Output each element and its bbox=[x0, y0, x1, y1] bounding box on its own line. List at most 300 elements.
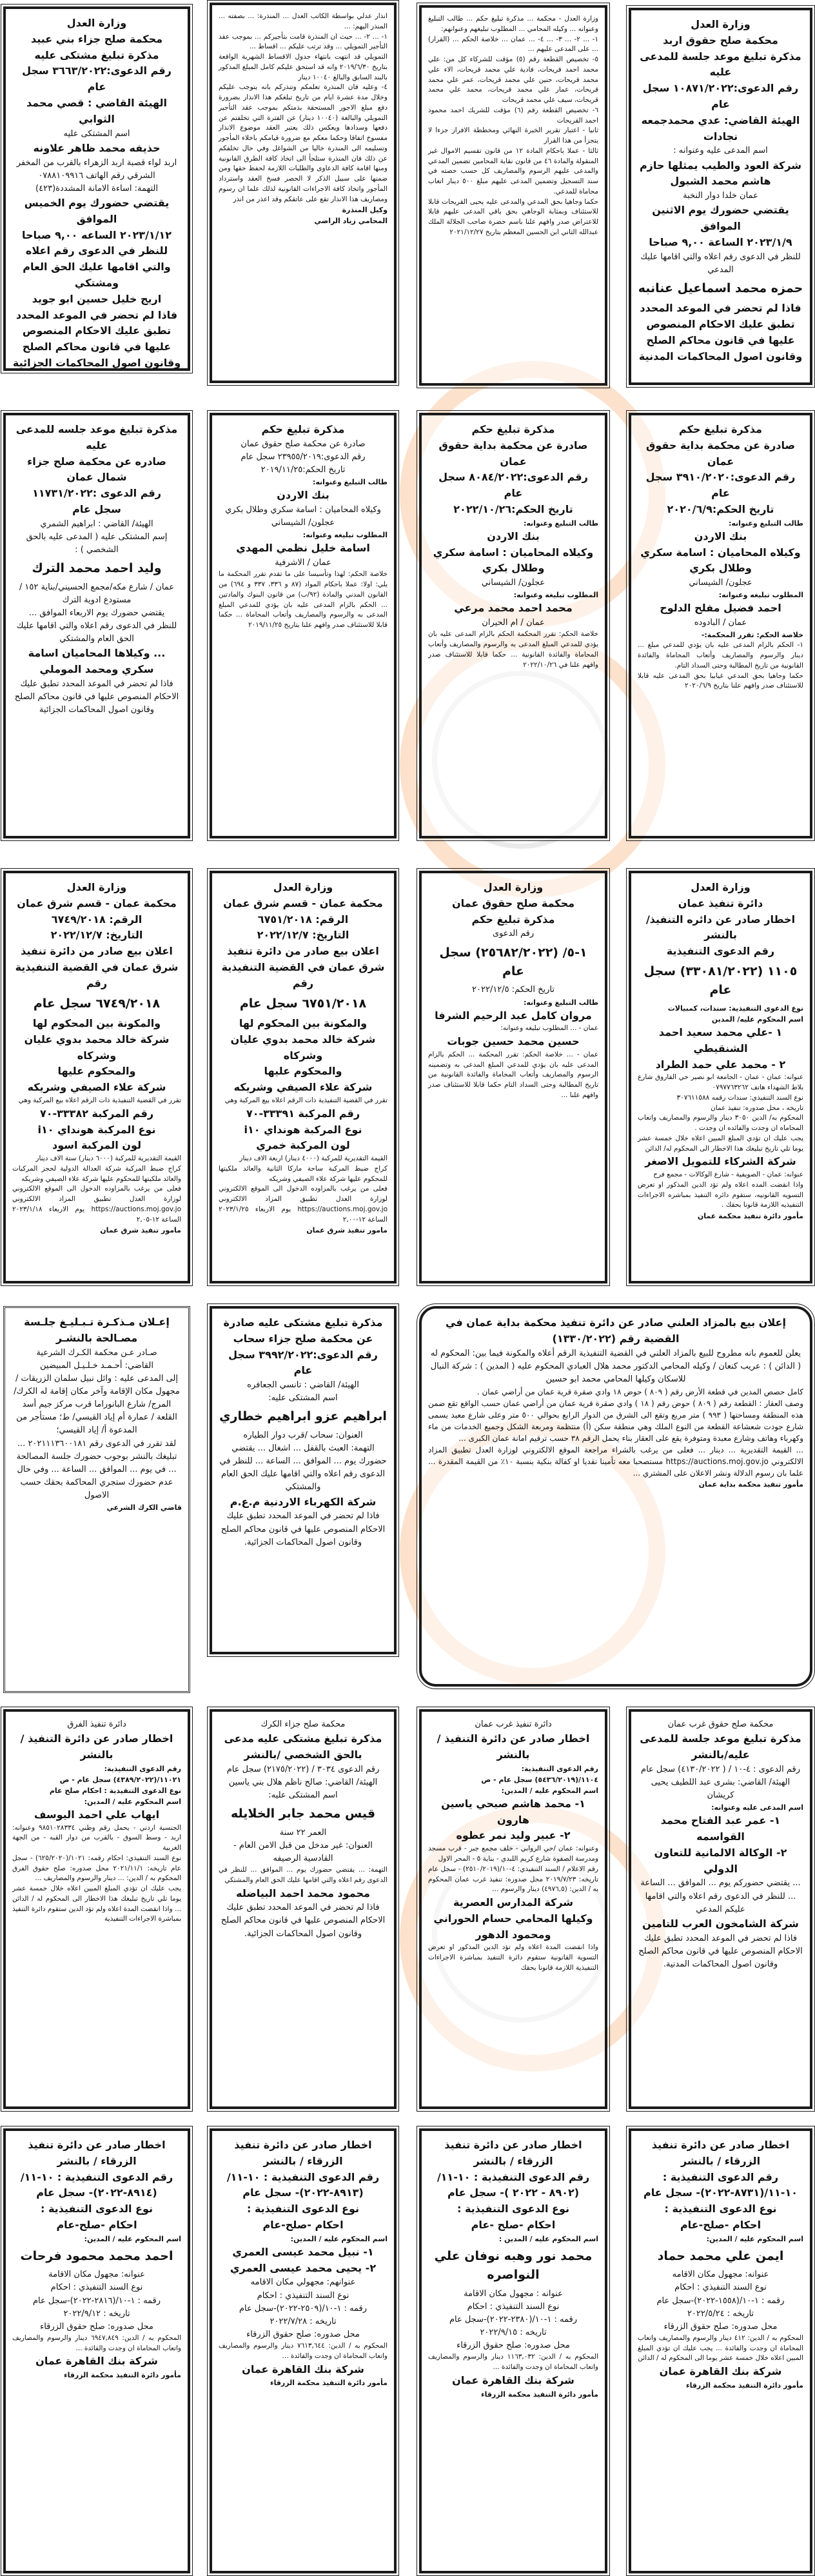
notice-heading: رقم الدعوى التنفيذية : bbox=[662, 2170, 779, 2183]
notice-heading: حذيفه محمد ظاهر علاونه bbox=[33, 141, 161, 154]
notice-heading: الرقم: ٦٧٥١/٢٠١٨ bbox=[257, 913, 349, 926]
notice-text: محل صدوره: صلح حقوق الزرقاء bbox=[246, 2329, 360, 2339]
notice-text: دائرة تنفيذ الفرق bbox=[67, 1719, 126, 1729]
notice-text: الهيئة/ القاضي: صالح ناظم هلال بني ياسين bbox=[228, 1777, 378, 1787]
legal-notice bbox=[629, 2128, 812, 2573]
notice-text: اسم المشتكى عليه bbox=[63, 128, 130, 139]
notice-text: فاذا لم تحضر في الموعد المحدد تطبق عليك الاحكام المنصوص عليها في قانون محاكم الصلح وقانون اصول المحاكمات الجزائية. bbox=[221, 1903, 386, 1939]
notice-heading: حسين محمد حسين جوبات bbox=[447, 1035, 580, 1048]
notice-text: ١١٠٤/(٥٤٣٦/٢٠١٩) سجل عام - ص bbox=[481, 1775, 598, 1784]
notice-heading: احكام -صلح -عام bbox=[471, 2218, 556, 2231]
notice-heading: محكمة صلح حقوق عمان bbox=[451, 897, 575, 909]
notice-heading: اسامة خليل نظمي المهدي bbox=[236, 542, 370, 555]
notice-heading: محمود محمد احمد البياضله bbox=[236, 1887, 370, 1899]
notice-text: طالب التبليغ وعنوانه: bbox=[523, 998, 598, 1007]
legal-notice bbox=[419, 413, 607, 838]
notice-text: التهمة: العبث بالقفل ... اشغال ... يقتضي حضورك يوم ... الموافق ... الساعة ... للنظر في الدعوى رقم اعلاه والتي اقامها عليك الحق العام والمشتكي bbox=[219, 1443, 387, 1492]
notice-text: طالب التبليغ وعنوانه: bbox=[728, 519, 803, 528]
notice-heading: تاريخ الحكم:٢٠٢٠/٦/٩ bbox=[667, 502, 774, 515]
notice-text: رقمه : ١-١٠/(٢٣٨٠-٢٠٢٢)-سجل عام bbox=[449, 2314, 578, 2324]
notice-text: فاذا لم تحضر في الموعد المحدد تطبق عليك الاحكام المنصوص عليها في قانون محاكم الصلح وقانون اصول المحاكمات المدنية. bbox=[638, 1933, 803, 1969]
notice-text: التهمة: اساءة الامانة المشددة(٤٢٣) bbox=[35, 183, 158, 193]
notice-heading: الرقم: ٦٧٤٩/٢٠١٨ bbox=[51, 913, 142, 926]
notice-heading: وزارة العدل bbox=[66, 17, 127, 29]
notice-heading: مذكرة تبليغ مشتكى عليه صادرة عن محكمة صلح جزاء سحاب bbox=[223, 1316, 383, 1345]
notice-text: نوع الدعوى التنفيذية: سندات، كمبيالات bbox=[667, 1004, 803, 1013]
notice-heading: شركة خالد محمد بدوي عليان وشركاه bbox=[230, 1033, 376, 1062]
notice-heading: ١٠-١١/(٨٧٣١-٢٠٢٢)- سجل عام bbox=[643, 2186, 798, 2199]
notice-text: المحكوم به / الدين: ٦٩٤٧,٨٤٩ دينار والرسوم والمصاريف واتعاب المحاماة ان وجدت والفائدة ... bbox=[12, 2333, 181, 2352]
notice-text: المطلوب تبليغه وعنوانه: bbox=[718, 591, 803, 600]
notice-text: تاريخه : ٢٠٢٢/٩/١٥ bbox=[480, 2328, 547, 2338]
notice-heading: ١- محمد هاشم صبحي ياسين هارون bbox=[441, 1797, 585, 1826]
notice-text: يجب عليك ان تؤدي المبلغ المبين اعلاه خلال خمسة عشر يوما تلي تاريخ تبليغك هذا الاخطار الى المحكوم له/ الدائن bbox=[638, 1134, 803, 1153]
notice-text: التهمة: ... يقتضي حضورك يوم ... الموافق ... للنظر في الدعوى رقم اعلاه والتي اقامها عليك الحق العام والمشتكي bbox=[219, 1866, 388, 1884]
notice-text: رقمه : ١-١٠/(١٥٥٨-٢٠٢٢)-سجل عام bbox=[656, 2295, 785, 2306]
notice-text: ١- الحكم بالزام المدعى عليه بان يؤدي للمدعي مبلغ ... دينار والرسوم والمصاريف وأتعاب المحاماة والفائدة القانونية من تاريخ المطالبة وحتى السداد التام. bbox=[638, 641, 803, 669]
notice-text: عنوانهم: مجهولي مكان الاقامه bbox=[250, 2277, 356, 2288]
notice-text: عمان / البادوده bbox=[694, 618, 747, 628]
notice-text: مأمور دائرة تنفيذ محكمة عمان bbox=[697, 1212, 803, 1221]
notice-text: تاريخ الحكم:٢٠١٩/١١/٢٥ bbox=[260, 465, 346, 475]
notice-text: ٦- تخصيص القطعة رقم (٦) مؤقت للشريك احمد محمود احمد القريحات bbox=[428, 106, 599, 124]
notice-text: نوع السند التنفيذي: احكام رقمه: ١٠٢١/(٦٢٥/٢٠٢٠) - سجل عام تاريخه: ٢٠٢١/١١/١ محل صدوره: صلح حقوق الفرق المحكوم به / الدين: ... دينار والرسوم والمصاريف ... bbox=[12, 1854, 182, 1883]
notice-heading: شركة الكهرباء الاردنية م.ع.م bbox=[230, 1495, 377, 1508]
notice-text: فاذا لم تحضر في الموعد المحدد تطبق عليك الاحكام المنصوص عليها في قانون محاكم الصلح وقانون اصول المحاكمات الجزائية bbox=[14, 679, 179, 715]
notice-text: رقم الدعوى : ٤-١٠ / ( ٤١٣٠/٢٠٢٢) سجل عام bbox=[641, 1764, 800, 1774]
notice-heading: محمد احمد محمد مرعي bbox=[454, 602, 573, 615]
notice-heading: التاريخ: ٢٠٢٢/١٢/٧ bbox=[50, 929, 143, 942]
notice-heading: شركة الشركاء للتمويل الاصغر bbox=[645, 1155, 796, 1168]
notice-text: مأمور تنفيذ محكمة بداية عمان bbox=[698, 1480, 803, 1489]
notice-text: كامل حصص المدين في قطعة الأرض رقم ( ٨٠٩ ) حوض ١٨ وادي صقرة قرية عمان من أراضي عمان . bbox=[476, 1387, 803, 1397]
notice-text: محل صدوره: صلح حقوق الزرقاء bbox=[40, 2321, 153, 2332]
notice-text: يقتضي حضورك يوم الاربعاء الموافق ... bbox=[28, 608, 165, 618]
notice-heading: مروان كامل عبد الرحيم الشرفا bbox=[435, 1009, 592, 1022]
notice-text: تاريخه : ٢٠٢٢/٧/٢٨ bbox=[270, 2316, 337, 2326]
notice-text: اسم المحكوم عليه / المدين: bbox=[84, 2234, 181, 2243]
notice-heading: التاريخ: ٢٠٢٢/١٢/٧ bbox=[257, 929, 349, 942]
notice-text: اسم المدعى عليه وعنوانه : bbox=[673, 146, 768, 156]
notice-heading: مذكرة تبليغ موعد جلسة للمدعى عليه bbox=[640, 50, 801, 79]
notice-text: ١- ... ٢- ... ٣- ... ٤- ... عمان ... خلاصة الحكم ... (القرار) ... على المدعى عليهم ... bbox=[428, 35, 599, 54]
notice-text: تقرر في القضية التنفيذية ذات الرقم اعلاه بيع المركبة وهي bbox=[18, 1096, 181, 1104]
notice-text: اسم المشتكى عليه: bbox=[268, 1790, 338, 1801]
notice-heading: بنك الاردن bbox=[277, 489, 329, 502]
notice-heading: صادرة عن محكمة بداية حقوق عمان bbox=[438, 439, 588, 468]
notice-text: مأمور دائرة التنفيذ محكمة الزرقاء bbox=[480, 2390, 598, 2399]
legal-notice bbox=[3, 1306, 190, 1693]
notice-heading: رقم الدعوى :١١٧٣١/٢٠٢٢ bbox=[32, 487, 161, 500]
notice-text: وعنوانه: عمان /حي الروابي - خلف مجمع جبر - قرب مسجد ومدرسة الصفوة شارع كريم اللبدي - بناية ٥ - المحر الاول bbox=[428, 1845, 598, 1863]
legal-notice bbox=[419, 2128, 607, 2573]
notice-heading: نوع المركبة هونداي i١٠ bbox=[244, 1123, 362, 1136]
notice-heading: اخطار صادر عن دائرة تنفيذ الزرقاء / بالنشر bbox=[234, 2139, 372, 2167]
notice-text: حكما وجاهيا بحق المدعي والمدعى عليه يحيى القريحات قابلا للاستئناف وبمثابة الوجاهي بحق باقي المدعى عليهم قابلا للاعتراض صدر وافهم علنا باسم حضرة صاحب الجلالة الملك عبدالله الثاني ابن الحسين المعظم بتاريخ ٢٠٢١/١٢/٢٧ bbox=[428, 197, 598, 236]
notice-heading: اعلان بيع صادر من دائرة تنفيذ شرق عمان في القضية التنفيذية رقم bbox=[221, 945, 385, 989]
notice-text: نوع السند التنفيذي : احكام bbox=[257, 2290, 349, 2301]
legal-notice bbox=[210, 871, 397, 1283]
notice-text: اسم المحكوم عليه / المدين: bbox=[706, 2234, 803, 2243]
notice-heading: فاذا لم تحضر في الموعد المحدد تطبق عليك الاحكام المنصوص عليها في قانون محاكم الصلح وقانون اصول المحاكمات المدنية bbox=[638, 302, 803, 362]
notice-heading: ... وكيلاها المحاميان اسامة سكري ومحمد الموملي bbox=[28, 647, 166, 676]
notice-text: رقم الدعوى:٢٣٩٥٥/٢٠١٩ سجل عام bbox=[241, 451, 366, 462]
notice-text: اسم المحكوم عليه / المدين: bbox=[501, 1786, 598, 1795]
notice-text: الهيئة/ القاضي : ابراهيم الشمري bbox=[40, 519, 153, 529]
notice-heading: إعلان بيع بالمزاد العلني صادر عن دائرة تنفيذ محكمة بداية عمان في القضية رقم (١٣٣٠/٢٠٢٢) bbox=[446, 1316, 786, 1345]
notice-heading: والمحكوم عليها bbox=[57, 1065, 136, 1078]
notice-text: ١- ... ٢- ... حيث ان المنذرة قامت بتأجيركم ... بموجب عقد التأجير التمويلي ... وقد ترتب عليكم ... اقساط ... bbox=[219, 32, 388, 51]
notice-text: عنوانه: مجهول مكان الاقامه bbox=[672, 2270, 769, 2280]
notice-heading: احكام -صلح-عام bbox=[56, 2218, 137, 2231]
notice-text: قاضي الكرك الشرعي bbox=[106, 1503, 182, 1512]
notice-heading: صادره عن محكمة صلح جزاء شمال عمان bbox=[27, 455, 166, 484]
notice-heading: مذكرة تبليغ موعد جلسة للمدعى عليه/بالنشر bbox=[640, 1732, 801, 1761]
notice-heading: وزارة العدل bbox=[691, 18, 751, 30]
notice-text: التمويلي قد انتهت بانتهاء جدول الاقساط الشهرية الواقعة بتاريخ ٢٠١٩/٦/٣٠ وانه قد استحق عليكم كامل المبلغ المذكور بالبند السابق والبالغ ١٠٠٤٠ دينار bbox=[219, 53, 388, 81]
notice-heading: مذكرة تبليغ موعد جلسه للمدعى عليه bbox=[15, 423, 178, 451]
notice-heading: للنظر في الدعوى رقم اعلاه والتي اقامها عليك الحق العام ومشتكي bbox=[23, 244, 171, 289]
legal-notice bbox=[210, 1306, 397, 1654]
notice-heading: الهيئة القاضي: عدي محمدجمعه نجادات bbox=[641, 114, 800, 143]
notice-heading: فاذا لم تحضر في الموعد المحدد تطبق عليك الاحكام المنصوص عليها في قانون محاكم الصلح وقانون اصول المحاكمات الجزائية bbox=[12, 308, 181, 369]
notice-text: يجب عليك ان تؤدي المبلغ المبين اعلاه خلال خمسة عشر يوما تلي تاريخ تبليغك هذا الاخطار الى المحكوم له / الدائن ... واذا انقضت المدة اعلاه ولم تؤد الدين ستقوم دائرة التنفيذ بمباشرة الاجراءات التنفيذية bbox=[12, 1885, 181, 1923]
notice-heading: احكام -صلح-عام bbox=[680, 2218, 761, 2231]
notice-heading: ٢٠٢٣/١/١٢ الساعه ٩,٠٠ صباحا bbox=[21, 228, 172, 241]
notice-heading: وزارة العدل bbox=[483, 881, 544, 893]
legal-notice bbox=[3, 6, 190, 371]
notice-heading: لون المركبة اسود bbox=[52, 1139, 141, 1152]
notice-heading: ١ -علي محمد سعيد احمد الشنقيطي bbox=[658, 1025, 783, 1055]
notice-text: حكما وجاهيا بحق المدعي غيابيا بحق المدعى عليه قابلا للاستئناف صدر وافهم علنا بتاريخ ٢٠٢٠/٦/٩ bbox=[638, 671, 803, 690]
notice-text: عنوانه: عمان - الصويفية - شارع الوكالات - مجمع فرح bbox=[653, 1171, 803, 1179]
notice-heading: شركة بنك القاهرة عمان bbox=[452, 2373, 574, 2386]
notice-heading: رقم الدعوى التنفيذية : ١٠-١١/ bbox=[226, 2170, 380, 2183]
notice-heading: ٢- عبير وليد نمر عطوه bbox=[456, 1829, 571, 1842]
notice-heading: مذكرة تبليغ حكم bbox=[471, 913, 555, 926]
notice-text: رقمه : ١-١٠/(٢٥٠٩-٢٠٢٢)-سجل عام bbox=[239, 2303, 368, 2313]
notice-heading: رقم الدعوى:٣٩٩٢/٢٠٢٢ سجل عام bbox=[228, 1348, 378, 1377]
legal-notice bbox=[629, 8, 812, 385]
notice-text: نوع السند التنفيذي: سندات رقمه ٣٠٧٦١١٥٨٨ bbox=[676, 1093, 803, 1102]
notice-text: نوع السند التنفيذي : احكام bbox=[467, 2301, 560, 2312]
legal-notice bbox=[210, 2128, 397, 2573]
notice-heading: رقم الدعوى التنفيذية : ١٠-١١/ bbox=[437, 2170, 590, 2183]
notice-text: انذار عدلي بواسطة الكاتب العدل ... المنذرة: ... بصفته ... المنذر اليهم: ... bbox=[219, 12, 388, 30]
notice-text: المحكوم به / الدين: ٧٦١٣,٦٤٤ دينار والرسوم والمصاريف واتعاب المحاماة ان وجدت والفائدة ... bbox=[219, 2342, 388, 2360]
legal-notice bbox=[3, 413, 190, 838]
notice-heading: رقم الدعوى:١٠٨٧١/٢٠٢٢ سجل عام bbox=[642, 82, 799, 110]
notice-text: وكيلاه المحاميان : اسامة سكري وطلال بكري bbox=[225, 505, 381, 515]
notice-text: خلاصة الحكم: لهذا وتأسيسا على ما تقدم تقرر المحكمة ما يلي: اولا: عملا باحكام المواد (٨٧ و ٣٣٦، ٣٣٧ و ٦٩٤) من القانون المدني والمادة (٩٢/ب) من قانون البنوك والمادتين ... الحكم بالزام المدعى عليه بان يؤدي للمدعي المبلغ المدعى به والرسوم والمصاريف وأتعاب المحاماة ... حكما قابلا للاستئناف صدر وافهم علنا بتاريخ ٢٠١٩/١١/٢٥ bbox=[219, 570, 388, 629]
notice-heading: نوع الدعوى التنفيذية : bbox=[41, 2203, 153, 2215]
notice-text: عجلون/ الشيساني bbox=[689, 578, 752, 588]
notice-heading: يقتضي حضورك يوم الخميس الموافق bbox=[24, 196, 170, 225]
notice-text: اسم المشتكى عليه: bbox=[268, 1393, 338, 1403]
notice-heading: شركة خالد محمد بدوي عليان وشركاه bbox=[24, 1033, 170, 1062]
notice-heading: رقم المركبة ٣٣٣٨٢-٧٠ bbox=[39, 1107, 154, 1120]
notice-text: وصف العقار : القطعة رقم ( ٨٠٩ ) حوض رقم ( ١٨ ) وادي صقرة قرية عمان من أراضي عمان حسب الواقع تقع ضمن هذه المنطقة ومساحتها ( ٩٩٣ ) متر مربع وتقع الى الشرق من الدوار الرابع بحوالي ٥٠٠ متر وعلى شارع معبد يسمى شارع جودت شعشاعة القطعة من النوع الملك وهي منطقة سكن (أ) منتظمة ومربعة الشكل وجميع الخدمات من ماء وكهرباء وهاتف وشارع معبدة ومتوفرة يقع على العقار بناء يحمل الرقم ٣٨ حسب ترقيم امانة عمان الكبرى ... bbox=[428, 1399, 803, 1443]
notice-text: مامور تنفيذ شرق عمان bbox=[306, 1226, 388, 1235]
notice-text: محل صدوره: صلح حقوق الزرقاء bbox=[663, 2321, 778, 2332]
notice-party-name: حمزه محمد اسماعيل عنانبه bbox=[638, 281, 803, 295]
notice-text: إلى المدعى عليه : وائل نبيل سلمان الزريقات / مجهول مكان الإقامة وآخر مكان إقامة له الكرك/ المرج/ شارع البانوراما قرب مركز جيم أسد القلعة / عمارة أم إياد القيسي/ ط؛ مستأجر من المدعوة أ/ إياد القيسي؛ bbox=[14, 1373, 180, 1436]
notice-text: اسم المحكوم عليه / المدين: bbox=[84, 1797, 181, 1806]
notice-text: دائرة تنفيذ غرب عمان bbox=[475, 1719, 552, 1729]
legal-notice bbox=[419, 1709, 607, 2109]
notice-heading: إعـلان مـذكـرة تـبـليـغ جلـسة مصـالحة بالنشـر bbox=[24, 1316, 170, 1344]
notice-heading: ايهاب علي احمد اليوسف bbox=[34, 1808, 160, 1821]
notice-heading: شركة المدارس العصرية bbox=[453, 1896, 574, 1909]
notice-text: تقرر في القضية التنفيذية ذات الرقم اعلاه بيع المركبة وهي bbox=[224, 1096, 388, 1104]
notice-text: واذا انقضت المدة اعلاه ولم تؤد الدين المذكور او تعرض التسوية القانونية ستقوم دائرة التنفيذ بمباشرة الاجراءات التنفيذية اللازمة قانونا بحقك bbox=[428, 1943, 598, 1972]
notice-text: العنوان: سحاب /قرب دوار الطياره bbox=[243, 1430, 363, 1440]
notice-party-name: قيس محمد جابر الخلايله bbox=[230, 1807, 376, 1821]
notice-text: ١١٠٢١/(٤٣٨٩/٢٠٢٢) سجل عام - ص bbox=[59, 1775, 181, 1784]
notice-text: كراج ضبط المركبة شركة العدالة الدولية لحجز المركبات والعائد ملكيتها للمحكوم عليها شركة علاء الصيفي وشريكه bbox=[12, 1164, 181, 1183]
notice-heading: شركة علاء الصيفي وشريكه bbox=[27, 1081, 166, 1094]
notice-heading: شركة بنك القاهرة عمان bbox=[35, 2355, 158, 2368]
notice-text: نوع السند التنفيذي : احكام bbox=[50, 2283, 143, 2293]
legal-notice bbox=[210, 413, 397, 838]
notice-party-name: احمد محمد محمود فرحات bbox=[20, 2248, 173, 2263]
legal-notice bbox=[629, 1709, 812, 2109]
notice-heading: نوع الدعوى التنفيذية : bbox=[664, 2203, 777, 2215]
legal-notice bbox=[3, 871, 190, 1283]
notice-text: مامور تنفيذ شرق عمان bbox=[100, 1226, 181, 1235]
notice-heading: رقم الدعوى:٨٠٨٤/٢٠٢٢ سجل عام bbox=[438, 471, 588, 500]
notice-text: عمان - ... المطلوب تبليغه وعنوانه: bbox=[500, 1024, 598, 1033]
notice-text: فعلى من يرغب بالمزاوده الدخول الى الموقع الالكتروني لوزارة العدل تطبيق المزاد الالكتروني https://auctions.moj.gov.jo يوم الاربعاء ٢٠٢٣/١/٢٥ الساعة ١٢-٢,٠٠ bbox=[219, 1185, 388, 1224]
notice-heading: والمحكوم عليها bbox=[264, 1065, 342, 1078]
notice-text: نوع الدعوى التنفيذية : احكام صلح عام bbox=[49, 1786, 181, 1795]
legal-notice bbox=[419, 1306, 812, 1687]
notice-text: تاريخه : ٢٠٢٢/٥/٢٤ bbox=[687, 2308, 754, 2319]
notice-heading: وزارة العدل bbox=[66, 881, 127, 893]
notice-heading: (٨٩٠٢ - ٢٠٢٢ )- سجل عام bbox=[447, 2186, 580, 2199]
notice-text: المحكوم به / الدين: ٤١٢ دينار والرسوم والمصاريف واتعاب المحاماة ان وجدت والفائدة ... يجب عليك ان تؤدي المبلغ المبين اعلاه خلال خمسة عشر يوما الى المحكوم له / الدائن bbox=[638, 2333, 803, 2363]
notice-text: رقم الدعوى ٣٠٣٤ / (٢١٧٥/٢٠٢٢) سجل عام bbox=[226, 1764, 380, 1774]
notice-text: رقم الاعلام / السند التنفيذي: ٤-١٠/(٢٥١٠/٢٠١٩) - سجل عام تاريخه: ٢٠١٩/٧/٢٣ محل صدوره: تنفيذ غرب عمان المحكوم به / الدين: (٤٩٧٦,٥) دينار والرسوم ... bbox=[428, 1865, 598, 1894]
notice-heading: محكمة عمان - قسم شرق عمان bbox=[17, 897, 177, 909]
notice-heading: (٨٩١٤-٢٠٢٢)- سجل عام bbox=[36, 2186, 157, 2199]
notice-text: فعلى من يرغب بالمزاوده الدخول الى الموقع الالكتروني لوزارة العدل تطبيق المزاد الالكتروني https://auctions.moj.gov.jo يوم الاربعاء ٢٠٢٣/١/١٨ الساعة ١٢-٢,٠٥ bbox=[12, 1185, 181, 1224]
notice-text: فاذا لم تحضر في الموعد المحدد تطبق عليك الاحكام المنصوص عليها في قانون محاكم الصلح وقانون اصول المحاكمات الجزائية. bbox=[221, 1511, 386, 1547]
notice-text: كراج ضبط المركبة ساحة ماركا الثانية والعائد ملكيتها للمحكوم عليها شركة علاء الصيفي وشريكه bbox=[219, 1164, 388, 1183]
notice-heading: وكيلها المحامي حسام الحوراني ومحمود الدهور bbox=[433, 1912, 593, 1941]
notice-text: عمان / ام الحيران bbox=[482, 618, 545, 628]
notice-heading: اريج خليل حسين ابو جويد bbox=[32, 292, 162, 305]
notice-text: مأمور دائرة التنفيذ محكمة الزرقاء bbox=[685, 2381, 803, 2390]
notice-heading: الهيئة القاضي : قصي محمد الثوابي bbox=[26, 96, 167, 125]
notice-text: عمان خلدا دوار النخبة bbox=[683, 191, 758, 201]
notice-heading: ٢ - محمد علي حمد الطراد bbox=[655, 1058, 786, 1071]
notice-text: للنظر في الدعوى رقم اعلاه والتي اقامها عليك المدعي bbox=[640, 252, 801, 275]
notice-text: رقم الدعوى التنفيذية: bbox=[104, 1764, 181, 1773]
notice-party-name: ١-٥/ (٢٥٦٨٢/٢٠٢٢) سجل عام bbox=[439, 945, 587, 978]
notice-heading: محكمة صلح حقوق اربد bbox=[663, 34, 778, 46]
notice-text: ثالثا - عملا باحكام المادة ١٢ من قانون تقسيم الاموال غير المنقولة والمادة ٤٦ من قانون نقابة المحامين تضمين المدعي والمدعى عليهم الرسوم والمصاريف كل حسب حصته في سند التسجيل وتضمين المدعى عليهم مبلغ ٥٠٠ دينار اتعاب محاماة للمدعي. bbox=[428, 146, 599, 195]
notice-text: نوع السند التنفيذي : احكام bbox=[674, 2283, 767, 2293]
notice-text: رقمه : ١-١٠/(٢٨١٦-٢٠٢٢)-سجل عام bbox=[32, 2295, 161, 2306]
legal-notice bbox=[629, 413, 812, 838]
notice-heading: محكمة صلح جزاء بني عبيد bbox=[30, 32, 163, 45]
notice-heading: اخطار صادر عن دائرة تنفيذ الزرقاء / بالنشر bbox=[651, 2139, 790, 2167]
notice-text: ٤- وعليه فان المنذرة تعلمكم وتنذركم بانه يتوجب عليكم وخلال مدة عشرة ايام من تاريخ تبلغكم هذا الانذار بضرورة دفع مبلغ الاجور المستحقة بذمتكم بموجب عقد التأجير التمويلي والبالغة (١٠٠٤٠ دينار) عن الفترة التي تخلفتم عن دفعها وسدادها ويعكس ذلك يعتبر العقد موضوع الانذار مفسوخ اتفاقا وحكما معكم مع ضرورة قيامكم باخلاء المأجور وتسليمه الى المنذرة خاليا من الشواغل وفي حال تخلفكم عن ذلك فان المنذرة ستلجأ الى اتخاذ كافة الطرق القانونية ومنها اقامة كافة الدعاوى والطلبات اللازمة لحفظ حقها ومن ضمنها على سبيل الذكر لا الحصر فسخ العقد واسترداد المأجور واتخاذ كافة الاجراءات القانونية لذلك علما ان رسوم ومصاريف هذا الانذار تقع على عاتقكم وقد اعذر من انذر bbox=[219, 83, 388, 203]
notice-text: عنوانه: مجهول مكان الاقامة bbox=[48, 2270, 145, 2280]
notice-heading: سجل عام bbox=[72, 502, 121, 515]
notice-heading: لون المركبة خمري bbox=[256, 1139, 350, 1152]
notice-text: طالب التبليغ وعنوانه: bbox=[523, 519, 598, 528]
notice-text: تاريخ الحكم: ٢٠٢٢/١٢/٥ bbox=[472, 985, 555, 995]
notice-heading: والمكونة بين المحكوم لها bbox=[239, 1017, 368, 1030]
notice-text: عمان / الاشرفية bbox=[275, 558, 331, 568]
notice-text: اسم المحكوم عليه/ المدين bbox=[711, 1015, 803, 1024]
notice-text: عمان - ... خلاصة الحكم: تقرر المحكمة ... الحكم بالزام المدعى عليه بان يؤدي للمدعي المبلغ المدعى به وتضمينه الرسوم والمصاريف وأتعاب المحاماة والفائدة القانونية من تاريخ المطالبة وحتى السداد التام حكما قابلا للاستئناف صدر وافهم علنا ... bbox=[428, 1050, 598, 1099]
notice-heading: مذكرة تبليغ مشتكى عليه مدعى بالحق الشخصي /بالنشر bbox=[224, 1732, 382, 1761]
notice-heading: ٢- الوكالة الالمانية للتعاون الدولي bbox=[654, 1846, 787, 1875]
notice-text: القيمة التقديرية للمركبة (٤٠٠٠ دينار) اربعة الاف دينار bbox=[239, 1154, 388, 1163]
notice-text: لقد تقرر في الدعوى رقم ٢٠٢١١١٣٦٠٠١٨١ ... تبليغك بالنشر بوجوب حضورك جلسة المصالحة ... في يوم ... الموافق ... الساعة ... وفي حال عدم حضورك ستجري المحاكمة بحقك حسب الاصول bbox=[16, 1438, 177, 1501]
notice-text: خلاصة الحكم: تقرر المحكمة الحكم بالزام المدعى عليه بان يؤدي للمدعي المبلغ المدعى به والرسوم والمصاريف وأتعاب المحاماة والفائدة القانونية ... حكما قابلا للاستئناف صدر وافهم علنا في ٢٠٢٢/١٠/٢٦ bbox=[428, 630, 598, 669]
legal-notice bbox=[210, 1709, 397, 2109]
notice-party-name: وليد احمد محمد الترك bbox=[32, 561, 162, 576]
notice-text: القيمة التقديرية للمركبة (٦٠٠٠ دينار) ستة الاف دينار bbox=[35, 1154, 181, 1163]
notice-text: ثانيا - اعتبار تقرير الخبرة النهائي ومخططة الافراز جزءا لا يتجزأ من هذا القرار bbox=[428, 126, 598, 144]
notice-text: طالب التبليغ وعنوانه: bbox=[312, 478, 388, 487]
notice-text: المطلوب تبليغه وعنوانه: bbox=[302, 531, 388, 540]
notice-heading: شركة العود والطيب يمثلها حازم هاشم محمد الشبول bbox=[639, 159, 802, 188]
notice-heading: رقم المركبة ٣٣٣٩١-٧٠ bbox=[246, 1107, 360, 1120]
notice-text: عجلون/ الشيساني bbox=[271, 518, 335, 528]
notice-party-name: ١١٠٥ (٣٣٠٨١/٢٠٢٢) سجل عام bbox=[643, 964, 798, 998]
notice-text: الهيئة/ القاضي : تانسي الجعافره bbox=[247, 1380, 359, 1391]
legal-notice bbox=[3, 1709, 190, 2109]
notice-text: المطلوب تبليغه وعنوانه: bbox=[513, 591, 598, 600]
notice-heading: رقم الدعوى التنفيذية : ١٠-١١/ bbox=[20, 2170, 173, 2183]
notice-heading: اخطار صادر عن دائره التنفيذ/ بالنشر bbox=[645, 913, 796, 942]
notice-heading: وزارة العدل bbox=[273, 881, 333, 893]
notice-text: المحكوم به/ الدين ٣٠٥٠ دينار والرسوم والمصاريف واتعاب المحاماه ان وجدت والفائده ان وجدت . bbox=[638, 1114, 803, 1133]
notice-text: واذا انقضت المده اعلاه ولم تؤد الدين المذكور او تعرض التسويه القانونيه، ستقوم دائره التنفيذ بمباشره الاجراءات التنفيذيه اللازمة قانونا بحقك . bbox=[638, 1180, 803, 1209]
notice-text: وزارة العدل - محكمة ... مذكرة تبليغ حكم ... طالب التبليغ وعنوانه ... وكيله المحامي ... المطلوب تبليغهم وعنوانهم: bbox=[428, 15, 598, 33]
notice-text: محكمة صلح حقوق غرب عمان bbox=[667, 1719, 774, 1729]
notice-party-name: محمد نور وهبه نوفان علي النواصره bbox=[434, 2248, 593, 2283]
notice-text: ... يقتضي حضوركم يوم ... الموافق ... الساعة ... للنظر في الدعوى رقم اعلاه والتي اقامها عليكم المدعي bbox=[640, 1878, 801, 1914]
notice-text: تاريخه : ٢٠٢٢/٩/١٢ bbox=[63, 2308, 130, 2319]
notice-party-name: ٦٧٤٩/٢٠١٨ سجل عام bbox=[33, 996, 161, 1011]
notice-heading: ١- عمر عبد الفتاح محمد القواسمه bbox=[660, 1814, 781, 1843]
legal-notice bbox=[419, 871, 607, 1283]
notice-text: العنوان: غير مدخل من قبل الامن العام - القادسية الرصيفه bbox=[233, 1840, 373, 1863]
notice-text: عنوانه: عمان - عمان - الجامعة ابو نصير حي الفاروق شارع بلاط الشهداء هاتف ٠٧٩٧٧٦٣٢٦٢ bbox=[638, 1073, 803, 1092]
notice-heading: (٨٩١٣-٢٠٢٢)- سجل عام bbox=[242, 2186, 364, 2199]
notice-heading: محكمة عمان - قسم شرق عمان bbox=[223, 897, 383, 909]
notice-heading: احمد فضيل مفلح الدلوح bbox=[660, 602, 781, 615]
notice-text: يعلن للعموم بانه مطروح للبيع بالمزاد العلني في القضية التنفيذية الرقم أعلاه والمكونة فيما بين: المحكوم له ( الدائن ) : عريب كنعان / وكيله المحامي الدكتور محمد هلال العبادي المحكوم عليه ( المدين ) : شركة النبال للاسكان وكيلها المحامي محمد ابو حسين bbox=[430, 1348, 801, 1384]
legal-notice bbox=[419, 5, 607, 386]
notice-heading: وكيلاه المحاميان : اسامة سكري وطلال بكري bbox=[433, 546, 594, 575]
notice-heading: بنك الاردن bbox=[694, 530, 747, 542]
notice-text: عنوانه : مجهول مكان الاقامة bbox=[464, 2288, 563, 2299]
notice-heading: نوع المركبة هونداي i١٠ bbox=[37, 1123, 156, 1136]
notice-text: المحامي زياد الراضي bbox=[314, 217, 388, 226]
notice-heading: وكيلاه المحاميان : اسامة سكري وطلال بكري bbox=[640, 546, 801, 575]
notice-heading: مذكرة تبليغ حكم bbox=[471, 423, 555, 435]
notice-party-name: ابراهيم عزو ابراهيم خطاري bbox=[219, 1409, 387, 1424]
notice-text: العمر ٢٢ سنة bbox=[279, 1827, 327, 1838]
notice-heading: رقم الدعوى:٣٩١٠/٢٠٢٠ سجل عام bbox=[645, 471, 796, 500]
notice-heading: ٢- يحيى محمد عيسى العمري bbox=[230, 2261, 377, 2274]
notice-text: محكمة صلح جزاء الكرك bbox=[260, 1719, 346, 1729]
notice-heading: ٢٠٢٣/١/٩ الساعة ٩,٠٠ صباحا bbox=[649, 235, 792, 248]
notice-heading: مذكرة تبليغ حكم bbox=[679, 423, 762, 435]
notice-heading: اخطار صادر عن دائرة التنفيذ / بالنشر bbox=[437, 1732, 590, 1761]
notice-heading: يقتضي حضورك يوم الاثنين الموافق bbox=[652, 204, 789, 233]
notice-party-name: ايمن علي محمد حماد bbox=[657, 2248, 784, 2263]
notice-heading: والمكونة بين المحكوم لها bbox=[32, 1017, 161, 1030]
notice-heading: مذكرة تبليغ حكم bbox=[261, 423, 345, 435]
notice-text: خلاصة الحكم: تقرر المحكمة:- bbox=[701, 631, 803, 640]
legal-notice bbox=[210, 3, 397, 383]
notice-text: مأمور دائرة التنفيذ محكمة الزرقاء bbox=[270, 2379, 388, 2388]
notice-text: وكيل المنذرة bbox=[342, 206, 388, 215]
notice-heading: اخطار صادر عن دائرة تنفيذ الزرقاء / بالنشر bbox=[444, 2139, 582, 2167]
notice-heading: نوع الدعوى التنفيذية : bbox=[247, 2203, 359, 2215]
notice-heading: اعلان بيع صادر من دائرة تنفيذ شرق عمان في القضية التنفيذية رقم bbox=[15, 945, 179, 989]
notice-party-name: ٦٧٥١/٢٠١٨ سجل عام bbox=[239, 996, 367, 1011]
notice-text: الجنسية اردني - يحمل رقم وطني ٩٨٥١٠٢٨٣٣٤ وعنوانه: اربد - وسط السوق - بالقرب من دوار القبه - من الجهة الغربية bbox=[12, 1823, 182, 1852]
notice-heading: بنك الاردن bbox=[487, 530, 540, 542]
notice-text: عمان / شارع مكه/مجمع الحسيني/بناية ١٥٢ /مستودع ادوية الترك bbox=[19, 582, 175, 605]
notice-heading: رقم الدعوى:٣٦٦٣/٢٠٢٢ سجل عام bbox=[22, 64, 172, 94]
notice-heading: وزارة العدل bbox=[691, 881, 751, 893]
notice-heading: صادرة عن محكمة بداية حقوق عمان bbox=[646, 439, 795, 468]
notice-text: إسم المشتكى عليه ( المدعى عليه بالحق الشخصي ) : bbox=[26, 531, 168, 555]
notice-text: رقم الدعوى bbox=[492, 929, 535, 939]
notice-heading: اخطار صادر عن دائرة تنفيذ الزرقاء / بالنشر bbox=[28, 2139, 166, 2167]
notice-text: صادرة عن محكمة صلح حقوق عمان bbox=[241, 439, 366, 449]
notice-text: تاريخه ، محل صدوره: تنفيذ عمان bbox=[711, 1104, 803, 1112]
notice-heading: شركة بنك القاهرة عمان bbox=[659, 2365, 782, 2378]
notice-heading: نوع الدعوى التنفيذية : bbox=[457, 2203, 569, 2215]
notice-text: اسم المحكوم عليه / المدين : bbox=[498, 2234, 598, 2243]
notice-text: المحكوم به / الدين: ١١٦٣,٠٣٢ دينار والرسوم والمصاريف واتعاب المحاماة ان وجدت والفائدة ... bbox=[428, 2353, 598, 2372]
notice-heading: شركة بنك القاهرة عمان bbox=[242, 2363, 364, 2375]
notice-text: عجلون/ الشيساني bbox=[481, 578, 545, 588]
notice-heading: اخطار صادر عن دائرة التنفيذ / بالنشر bbox=[20, 1732, 173, 1761]
notice-heading: رقم الدعوى التنفيذية bbox=[666, 945, 775, 958]
legal-notice bbox=[629, 871, 812, 1283]
notice-heading: احكام -صلح-عام bbox=[262, 2218, 344, 2231]
notice-text: رقم الدعوى التنفيذية: bbox=[521, 1764, 598, 1773]
notice-heading: شركة الشامخون العرب للتامين bbox=[642, 1917, 799, 1930]
notice-text: ٥- تخصيص القطعة رقم (٥) مؤقت للشركاء كل من: علي محمد احمد قريحات، فادية علي محمد قريحات، الاء علي محمد قريحات، حنين علي محمد قريحات، عمر علي محمد قريحات، عمار علي محمد قريحات، محمد علي محمد قريحات، سيف علي محمد قريحات bbox=[428, 55, 599, 104]
notice-heading: دائرة تنفيذ عمان bbox=[678, 897, 763, 909]
notice-text: ... القيمة التقديرية ... دينار ... فعلى من يرغب بالشراء مراجعة الموقع الالكتروني لوزارة العدل تطبيق المزاد الالكتروني https://auctions.moj.gov.jo مستصحبا معه تأمينا نقديا او كفالة بنكية بنسبة ١٠٪ من القيمة المقدرة ... علما بان رسوم الدلالة ونشر الاعلان على المشتري ... bbox=[428, 1445, 804, 1478]
notice-text: القاضي: أحـمـد خـلـيـل المبيضين bbox=[40, 1360, 153, 1371]
notice-text: اربد لواء قصبة اربد الزهراء بالقرب من المخفر الشرقي رقم الهاتف ٠٧٨٨١٠٩٩١٦ bbox=[16, 157, 177, 181]
notice-heading: مذكرة تبليغ مشتكى عليه bbox=[34, 48, 159, 61]
notice-text: محل صدوره: صلح حقوق الزرقاء bbox=[457, 2341, 570, 2351]
notice-text: للنظر في الدعوى رقم اعلاه والتي اقامها عليك الحق العام والمشتكي bbox=[16, 621, 177, 644]
notice-text: صـادر عـن محكمة الكـرك الشرعية bbox=[36, 1347, 157, 1358]
notice-text: مأمور دائرة التنفيذ محكمة الزرقاء bbox=[63, 2371, 181, 2380]
notice-heading: ١- نبيل محمد عيسى العمري bbox=[232, 2245, 374, 2258]
notice-heading: تاريخ الحكم:٢٠٢٢/١٠/٢٦ bbox=[453, 502, 573, 515]
legal-notice bbox=[3, 2128, 190, 2573]
notice-text: اسم المدعى عليه وعنوانه: bbox=[711, 1803, 803, 1812]
